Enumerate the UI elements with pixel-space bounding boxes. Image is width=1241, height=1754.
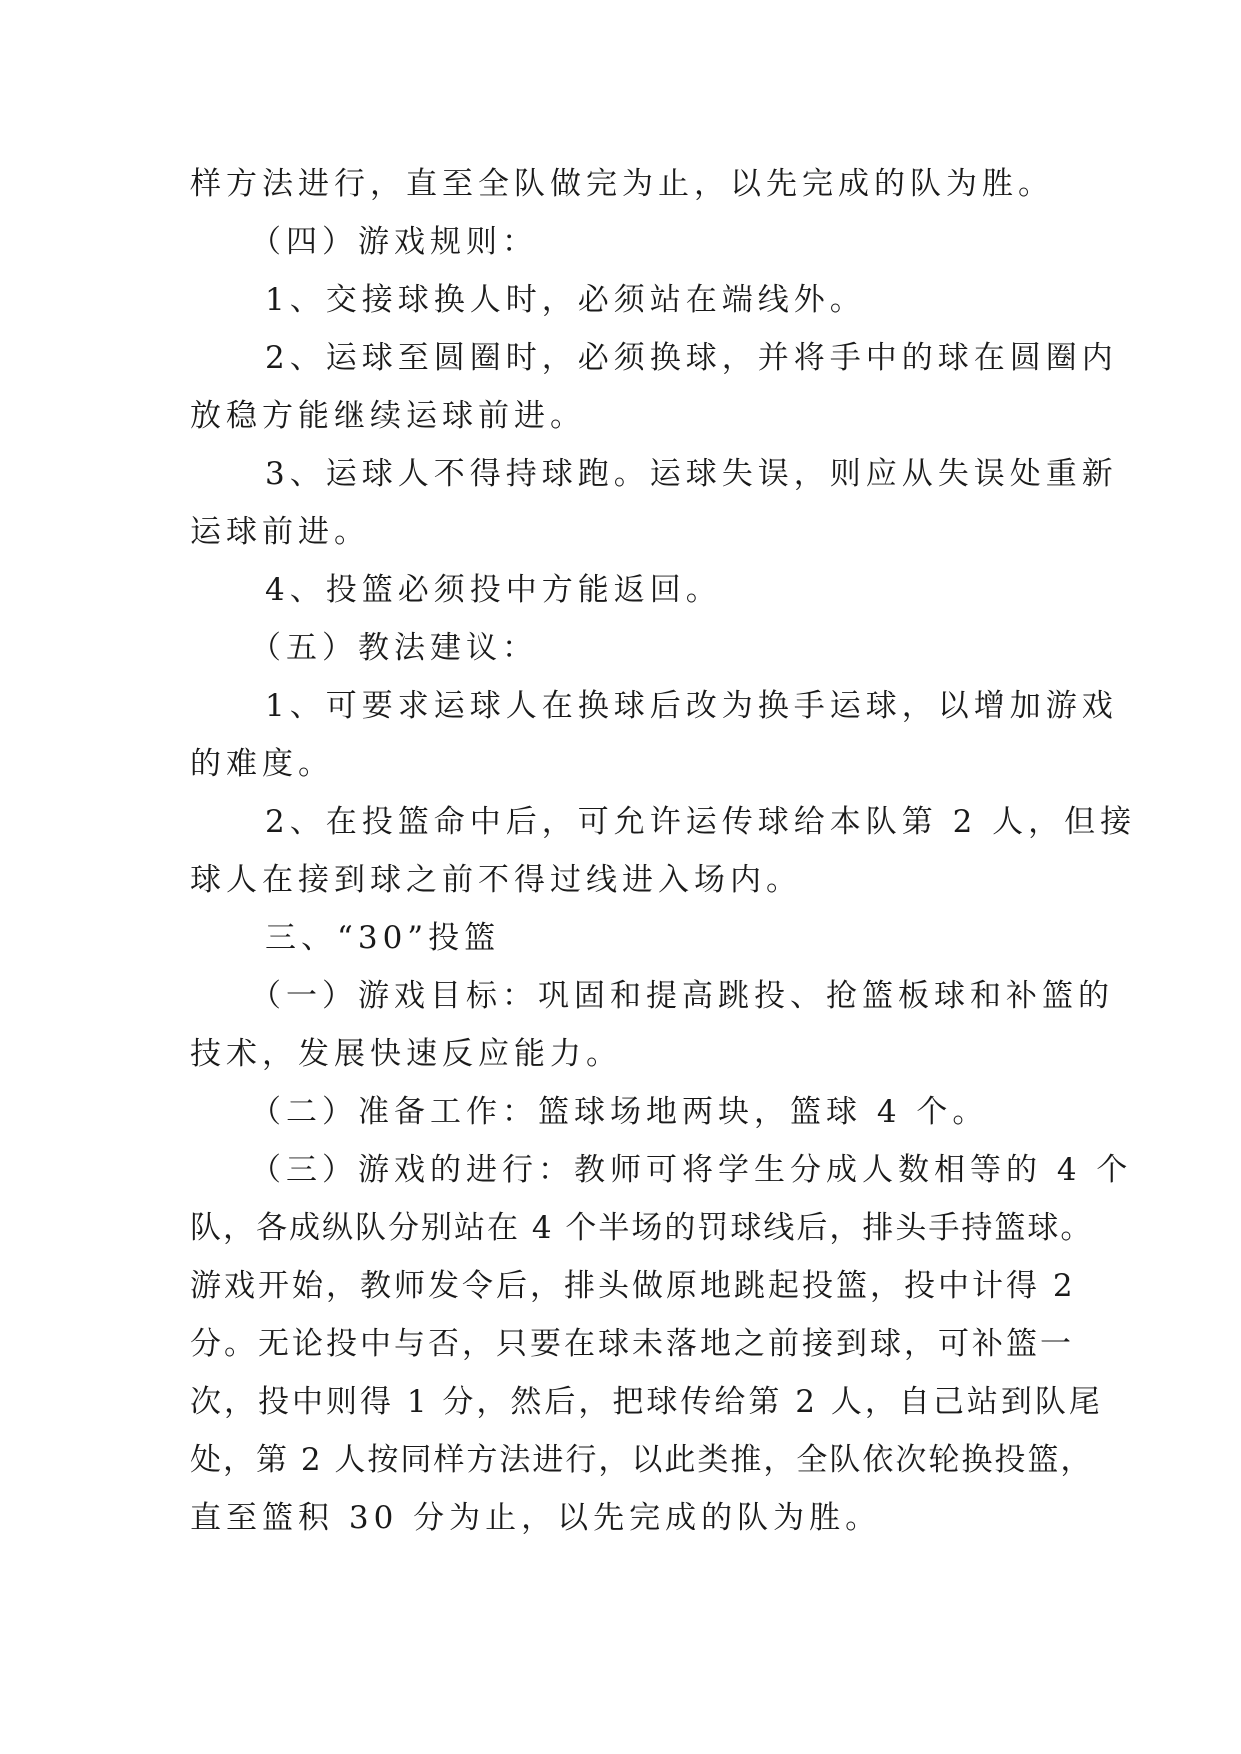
list-item: 4、投篮必须投中方能返回。 xyxy=(265,572,722,608)
text-line: 球人在接到球之前不得过线进入场内。 xyxy=(190,862,802,898)
text-line: 次，投中则得 1 分，然后，把球传给第 2 人，自己站到队尾 xyxy=(190,1384,1103,1420)
text-line: 样方法进行，直至全队做完为止，以先完成的队为胜。 xyxy=(190,166,1054,202)
list-item: 3、运球人不得持球跑。运球失误，则应从失误处重新 xyxy=(265,456,1118,492)
paragraph-line: （二）准备工作：篮球场地两块，篮球 4 个。 xyxy=(250,1094,989,1130)
text-line: 放稳方能继续运球前进。 xyxy=(190,398,586,434)
paragraph-line: （一）游戏目标：巩固和提高跳投、抢篮板球和补篮的 xyxy=(250,978,1114,1014)
list-item: 2、运球至圆圈时，必须换球，并将手中的球在圆圈内 xyxy=(265,340,1118,376)
text-line: 队，各成纵队分别站在 4 个半场的罚球线后，排头手持篮球。 xyxy=(190,1210,1094,1246)
paragraph-line: （三）游戏的进行：教师可将学生分成人数相等的 4 个 xyxy=(250,1152,1133,1188)
list-item: 1、交接球换人时，必须站在端线外。 xyxy=(265,282,866,318)
text-line: 运球前进。 xyxy=(190,514,370,550)
list-item: 1、可要求运球人在换球后改为换手运球，以增加游戏 xyxy=(265,688,1118,724)
section-title: 三、“30”投篮 xyxy=(265,920,501,956)
text-line: 游戏开始，教师发令后，排头做原地跳起投篮，投中计得 2 xyxy=(190,1268,1076,1304)
text-line: 技术，发展快速反应能力。 xyxy=(190,1036,622,1072)
text-line: 处，第 2 人按同样方法进行，以此类推，全队依次轮换投篮， xyxy=(190,1442,1094,1478)
list-item: 2、在投篮命中后，可允许运传球给本队第 2 人，但接 xyxy=(265,804,1137,840)
text-line: 分。无论投中与否，只要在球未落地之前接到球，可补篮一 xyxy=(190,1326,1074,1362)
text-line: 的难度。 xyxy=(190,746,334,782)
section-heading: （四）游戏规则： xyxy=(250,224,538,260)
section-heading: （五）教法建议： xyxy=(250,630,538,666)
text-line: 直至篮积 30 分为止，以先完成的队为胜。 xyxy=(190,1500,882,1536)
